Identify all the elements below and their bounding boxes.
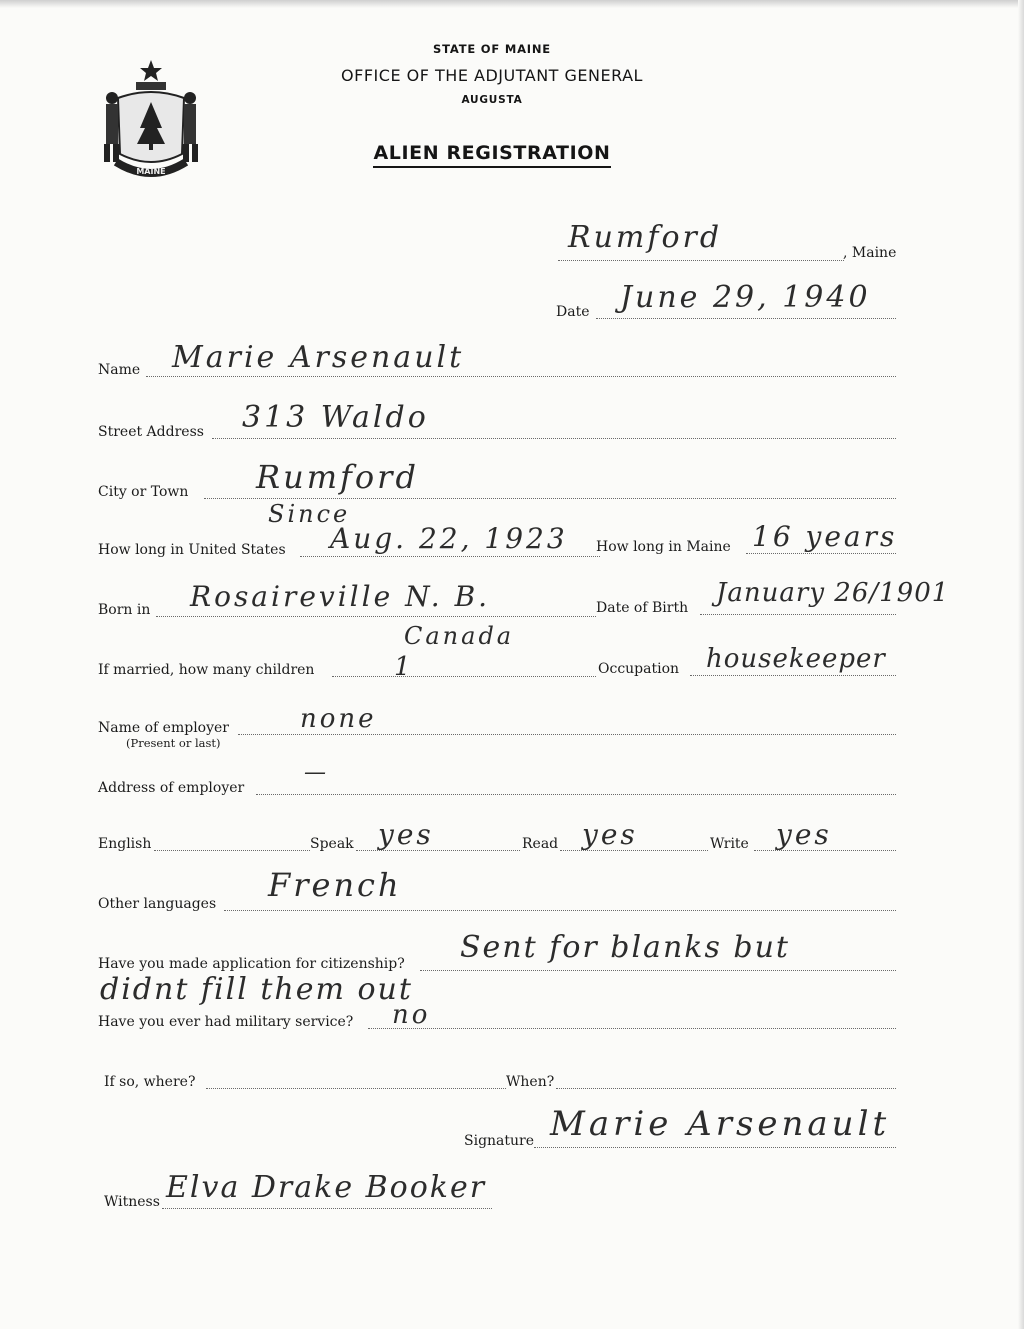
signature-line <box>534 1147 896 1148</box>
read-label: Read <box>522 836 559 852</box>
military-entry: no <box>392 1000 431 1030</box>
citizenship-label: Have you made application for citizenship? <box>98 956 405 972</box>
employer-address-entry: — <box>304 760 329 785</box>
speak-label: Speak <box>310 836 354 852</box>
employer-note: (Present or last) <box>126 736 221 750</box>
name-entry: Marie Arsenault <box>172 340 465 375</box>
street-label: Street Address <box>98 424 204 440</box>
when-line <box>556 1088 896 1089</box>
born-line <box>156 616 596 617</box>
speak-entry: yes <box>378 818 434 851</box>
city-line <box>204 498 896 499</box>
citizenship-entry-2: didnt fill them out <box>100 972 413 1007</box>
witness-label: Witness <box>104 1194 160 1210</box>
date-entry: June 29, 1940 <box>620 280 871 315</box>
witness-line <box>162 1208 492 1209</box>
signature-label: Signature <box>464 1133 535 1149</box>
name-line <box>146 376 896 377</box>
date-label: Date <box>556 304 590 320</box>
other-languages-entry: French <box>268 866 402 904</box>
occupation-entry: housekeeper <box>706 644 886 674</box>
military-label: Have you ever had military service? <box>98 1014 354 1030</box>
occupation-line <box>690 675 896 676</box>
read-entry: yes <box>582 818 638 851</box>
other-languages-label: Other languages <box>98 896 217 912</box>
maine-duration-line <box>746 553 896 554</box>
scan-edge-top <box>0 0 1024 8</box>
employer-address-label: Address of employer <box>98 780 245 796</box>
where-line <box>206 1088 506 1089</box>
town-entry: Rumford <box>568 220 723 255</box>
form-title-text: ALIEN REGISTRATION <box>373 142 610 168</box>
header-city: AUGUSTA <box>461 94 523 106</box>
dob-label: Date of Birth <box>596 600 689 616</box>
children-label: If married, how many children <box>98 662 315 678</box>
write-entry: yes <box>776 818 832 851</box>
employer-address-line <box>256 794 896 795</box>
military-line <box>368 1028 896 1029</box>
english-label: English <box>98 836 152 852</box>
citizenship-entry-1: Sent for blanks but <box>460 930 790 965</box>
maine-duration-label: How long in Maine <box>596 539 731 555</box>
where-label: If so, where? <box>104 1074 196 1090</box>
us-duration-line <box>300 556 600 557</box>
born-country-entry: Canada <box>404 622 515 650</box>
svg-text:MAINE: MAINE <box>136 167 166 176</box>
date-line <box>596 318 896 319</box>
us-duration-label: How long in United States <box>98 542 286 558</box>
born-entry: Rosaireville N. B. <box>190 580 491 613</box>
dob-line <box>700 614 896 615</box>
children-entry: 1 <box>394 652 414 682</box>
employer-label: Name of employer <box>98 720 229 736</box>
witness-entry: Elva Drake Booker <box>166 1170 487 1205</box>
when-label: When? <box>506 1074 555 1090</box>
occupation-label: Occupation <box>598 661 680 677</box>
us-date-entry: Aug. 22, 1923 <box>330 522 568 555</box>
children-line <box>332 676 596 677</box>
name-label: Name <box>98 362 141 378</box>
form-title <box>0 142 1004 164</box>
write-label: Write <box>710 836 749 852</box>
employer-line <box>238 734 896 735</box>
citizenship-line <box>420 970 896 971</box>
employer-entry: none <box>300 704 377 734</box>
maine-label: , Maine <box>843 245 897 261</box>
signature-entry: Marie Arsenault <box>550 1104 891 1144</box>
english-line <box>154 850 310 851</box>
city-label: City or Town <box>98 484 189 500</box>
maine-duration-entry: 16 years <box>752 520 898 553</box>
scan-edge-right <box>1018 0 1024 1329</box>
born-label: Born in <box>98 602 151 618</box>
header-office: OFFICE OF THE ADJUTANT GENERAL <box>341 66 643 85</box>
header-state: STATE OF MAINE <box>433 42 551 56</box>
street-line <box>212 438 896 439</box>
us-since-entry: Since <box>268 500 351 528</box>
dob-entry: January 26/1901 <box>716 578 950 608</box>
other-languages-line <box>224 910 896 911</box>
city-entry: Rumford <box>256 458 419 496</box>
town-line <box>558 260 844 261</box>
street-entry: 313 Waldo <box>242 400 429 435</box>
